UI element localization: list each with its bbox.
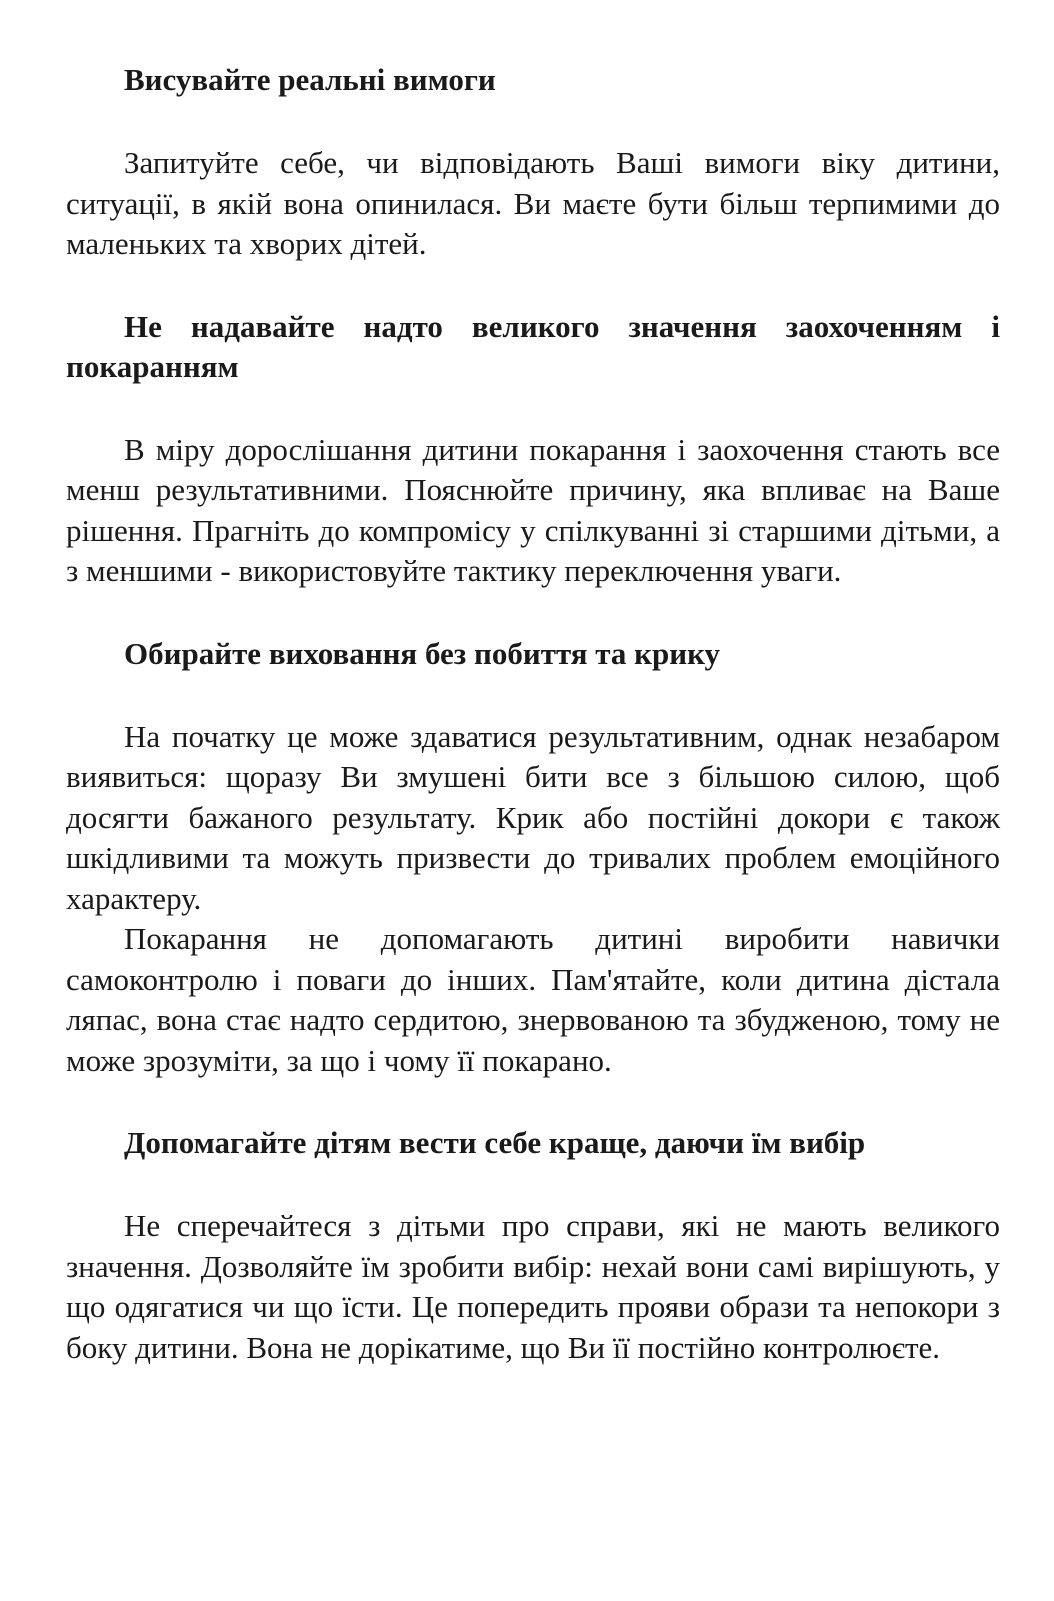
paragraph: Не сперечайтеся з дітьми про справи, які не мають великого значення. Дозволяйте їм зробити вибір: нехай вони самі вирішують, у що одягатися чи що їсти. Це попередить прояви образи та непокори з боку дитини. Вона не дорікатиме, що Ви її постійно контролюєте. xyxy=(66,1208,1000,1365)
section-give-choice xyxy=(66,1123,1000,1368)
section-heading: Не надавайте надто великого значення заохоченням і покаранням xyxy=(66,308,1000,384)
section-rewards-punishments xyxy=(66,307,1000,634)
section-heading: Обирайте виховання без побиття та крику xyxy=(124,635,721,671)
paragraph: Покарання не допомагають дитині виробити навички самоконтролю і поваги до інших. Пам'ятайте, коли дитина дістала ляпас, вона стає надто сердитою, знервованою та збудженою, тому не може зрозуміти, за що і чому її покарано. xyxy=(66,921,1000,1078)
paragraph: В міру дорослішання дитини покарання і заохочення стають все менш результативними. Пояснюйте причину, яка впливає на Ваше рішення. Прагніть до компромісу у спілкуванні зі старшими дітьми, а з меншими - використовуйте тактику переключення уваги. xyxy=(66,431,1000,588)
section-heading: Висувайте реальні вимоги xyxy=(124,62,496,97)
section-realistic-demands xyxy=(66,60,1000,307)
section-no-beating-shouting xyxy=(66,634,1000,1124)
section-heading: Допомагайте дітям вести себе краще, даючи їм вибір xyxy=(124,1125,866,1160)
paragraph: На початку це може здаватися результативним, однак незабаром виявиться: щоразу Ви змушені бити все з більшою силою, щоб досягти бажаного результату. Крик або постійні докори є також шкідливими та можуть призвести до тривалих проблем емоційного характеру. xyxy=(66,718,1000,916)
paragraph: Запитуйте себе, чи відповідають Ваші вимоги віку дитини, ситуації, в якій вона опинилася. Ви маєте бути більш терпимими до маленьких та хворих дітей. xyxy=(66,145,1000,261)
